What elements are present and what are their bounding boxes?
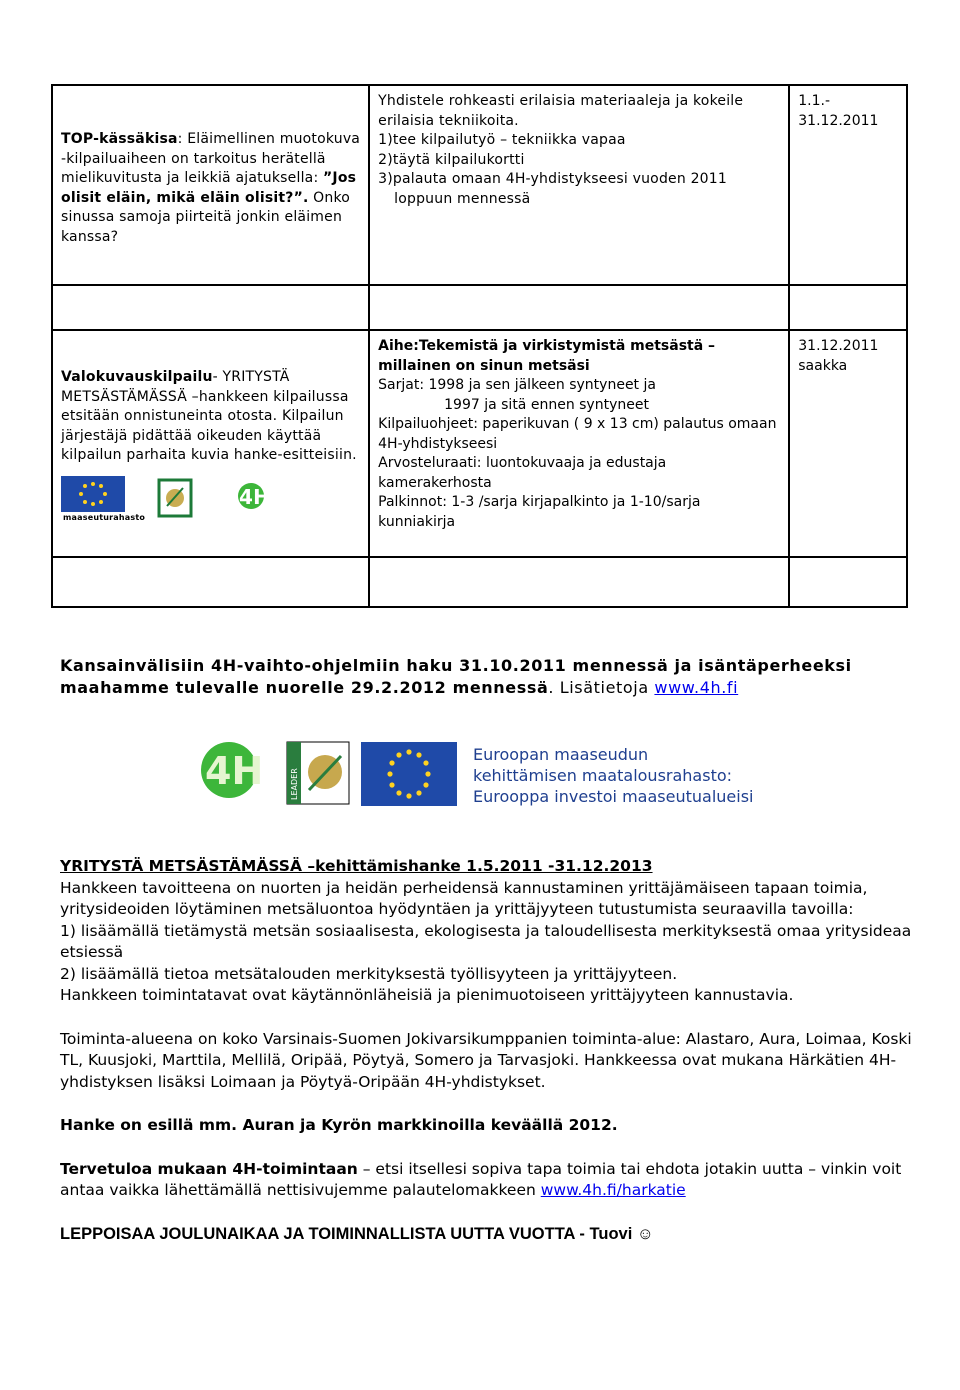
svg-text:LEADER: LEADER (290, 768, 299, 800)
instruction-line: 2)täytä kilpailukortti (378, 151, 525, 168)
photo-contest-details-cell (369, 330, 789, 557)
contest-animal-cell (52, 85, 369, 285)
events-table (51, 84, 908, 608)
eu-banner-line: Euroopan maaseudun (473, 745, 649, 764)
table-row (52, 285, 907, 330)
deadline-label: saakka (798, 357, 848, 374)
welcome-link[interactable]: www.4h.fi/harkatie (540, 1181, 686, 1199)
date-start: 1.1.- (798, 93, 831, 109)
project-line: 1) lisäämällä tietämystä metsän sosiaalisesta, ekologisesta ja taloudellisesta merkityksestä omaa yritysideaa etsiessä (60, 921, 912, 961)
contest-date-cell (789, 85, 907, 285)
topic-text: Tekemistä ja virkistymistä metsästä – millainen on sinun metsäsi (378, 338, 716, 374)
detail-line: Palkinnot: 1-3 /sarja kirjapalkinto ja 1-10/sarja kunniakirja (378, 494, 701, 530)
contest-tail: Onko sinussa samoja piirteitä jonkin eläimen kanssa? (61, 189, 351, 245)
4h-banner-logo-icon (201, 742, 263, 798)
closing-line: LEPPOISAA JOULUNAIKAA JA TOIMINNALLISTA UUTTA VUOTTA - Tuovi ☺ (60, 1224, 654, 1243)
series-line: 1997 ja sitä ennen syntyneet (444, 396, 649, 413)
leader-banner-logo-icon (287, 742, 349, 804)
eu-banner-flag-icon (361, 742, 457, 806)
project-description (60, 856, 920, 1245)
funding-banner (195, 738, 755, 810)
welcome-paragraph (60, 1159, 920, 1202)
project-area: Toiminta-alueena on koko Varsinais-Suomen Jokivarsikumppanien toiminta-alue: Alastaro, Aura, Loimaa, Koski TL, Kuusjoki, Marttila, Mellilä, Oripää, Pöytyä, Somero ja Tarvasjoki. Hankkeessa ovat mukana Härkätien 4H-yhdistyksen lisäksi Loimaan ja Pöytyä-Oripään 4H-yhdistykset. (60, 1029, 912, 1091)
exchange-notice (60, 655, 920, 699)
project-line: Hankkeen tavoitteena on nuorten ja heidän perheidensä kannustaminen yrittäjämäiseen tapaan toimia, yritysideoiden löytäminen metsäluontoa hyödyntäen ja yrittäjyyteen tutustumista seuraavilla tavoilla: (60, 878, 868, 918)
welcome-bold: Tervetuloa mukaan 4H-toimintaan (60, 1159, 358, 1178)
photo-contest-text: - YRITYSTÄ METSÄSTÄMÄSSÄ –hankkeen kilpailussa etsitään onnistuneinta otosta. Kilpailun järjestäjä pidättää oikeuden käyttää kilpailun parhaita kuvia hanke-esitteisiin. (61, 369, 357, 463)
exchange-bold: Kansainvälisiin 4H-vaihto-ohjelmiin haku 31.10.2011 mennessä ja isäntäperheeksi maahamme tulevalle nuorelle 29.2.2012 mennessä (60, 656, 852, 697)
project-markets: Hanke on esillä mm. Auran ja Kyrön markkinoilla keväällä 2012. (60, 1116, 618, 1134)
date-end: 31.12.2011 (798, 112, 879, 129)
deadline-date: 31.12.2011 (798, 338, 879, 354)
topic-label: Aihe: (378, 338, 419, 354)
photo-contest-cell (52, 330, 369, 557)
svg-text:4H: 4H (205, 749, 264, 793)
contest-quote: ”Jos olisit eläin, mikä eläin olisit?”. (61, 170, 357, 206)
photo-contest-title: Valokuvauskilpailu (61, 369, 213, 385)
project-line: 2) lisäämällä tietoa metsätalouden merkityksestä työllisyyteen ja yrittäjyyteen. (60, 964, 678, 983)
series-line: Sarjat: 1998 ja sen jälkeen syntyneet ja (378, 377, 656, 393)
eu-banner-line: kehittämisen maatalousrahasto: (473, 766, 733, 785)
project-line: Hankkeen toimintatavat ovat käytännönläheisiä ja pienimuotoiseen yrittäjyyteen kannustavia. (60, 986, 794, 1004)
instruction-line: loppuun mennessä (394, 190, 531, 207)
exchange-tail: . Lisätietoja (548, 678, 655, 697)
project-title: YRITYSTÄ METSÄSTÄMÄSSÄ –kehittämishanke 1.5.2011 -31.12.2013 (60, 857, 653, 875)
table-row (52, 557, 907, 607)
svg-text:4H: 4H (239, 484, 271, 509)
welcome-text: – etsi itsellesi sopiva tapa toimia tai ehdota jotakin uutta – vinkin voit antaa vaikka lähettämällä nettisivujemme palautelomakkeen (60, 1159, 902, 1199)
table-row (52, 85, 907, 285)
instruction-line: 3)palauta omaan 4H-yhdistykseesi vuoden 2011 (378, 171, 728, 187)
instruction-line: 1)tee kilpailutyö – tekniikka vapaa (378, 132, 626, 148)
eu-flag-icon (61, 476, 125, 512)
photo-topic (378, 337, 780, 376)
sponsor-logos (61, 476, 360, 521)
eu-logo-caption: maaseuturahasto (63, 512, 146, 522)
4h-logo-icon (238, 483, 270, 509)
contest-title: TOP-kässäkisa (61, 131, 178, 147)
instruction-line: Yhdistele rohkeasti erilaisia materiaaleja ja kokeile erilaisia tekniikoita. (378, 93, 744, 129)
sponsor-logos-graphic (61, 476, 301, 522)
table-row (52, 330, 907, 557)
contest-instructions-cell (369, 85, 789, 285)
exchange-link[interactable]: www.4h.fi (654, 678, 739, 697)
photo-contest-date-cell (789, 330, 907, 557)
detail-line: Kilpailuohjeet: paperikuvan ( 9 x 13 cm) palautus omaan 4H-yhdistykseesi (378, 416, 777, 452)
detail-line: Arvosteluraati: luontokuvaaja ja edustaja kamerakerhosta (378, 455, 667, 491)
funding-banner-graphic (195, 738, 755, 810)
eu-banner-line: Eurooppa investoi maaseutualueisiin (473, 787, 755, 806)
contest-text: : Eläimellinen muotokuva -kilpailuaiheen on tarkoitus herätellä mielikuvitusta ja leikkiä ajatuksella: (61, 131, 361, 186)
